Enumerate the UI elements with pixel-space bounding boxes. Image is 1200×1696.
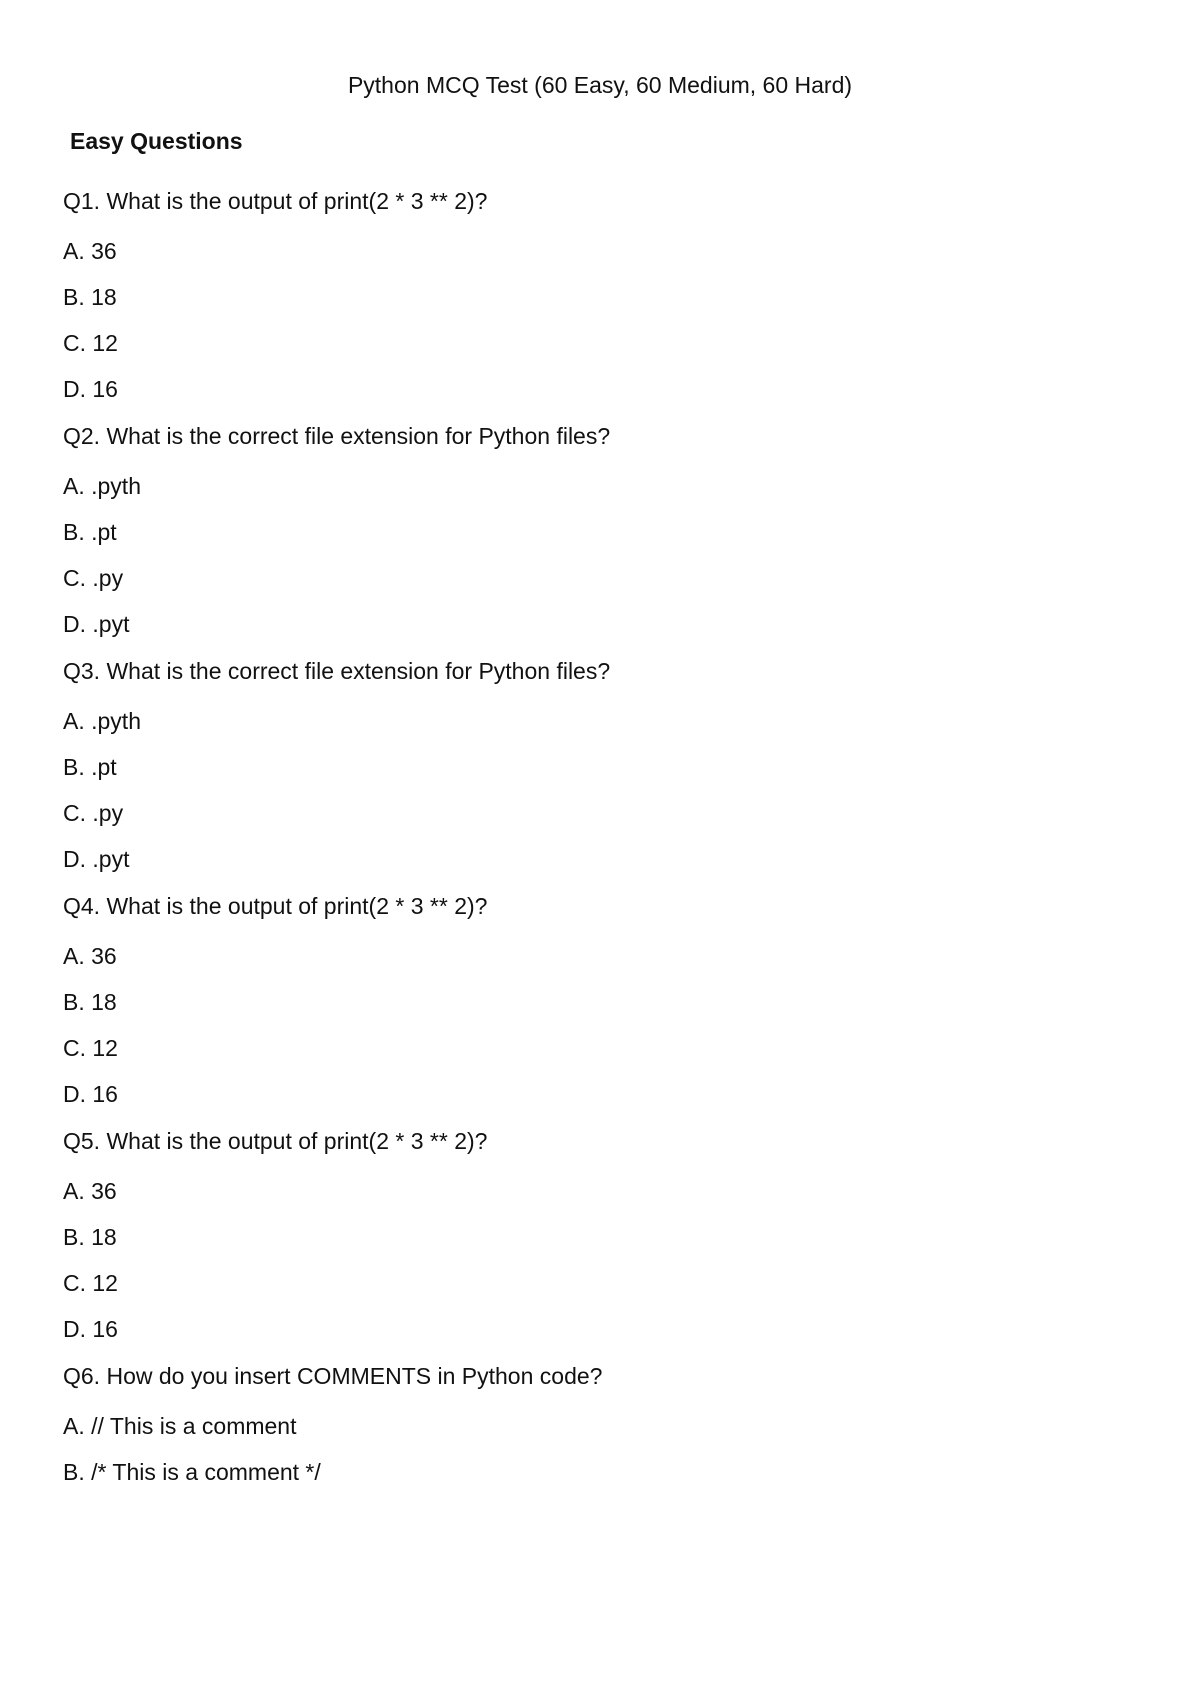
section-heading-easy: Easy Questions (70, 128, 243, 154)
answer-option: D. 16 (63, 376, 118, 402)
answer-option: C. .py (63, 800, 124, 826)
answer-option: A. 36 (63, 238, 117, 264)
question-text: Q5. What is the output of print(2 * 3 ** 2)? (63, 1128, 488, 1154)
question-block-3 (63, 656, 1143, 874)
question-text: Q4. What is the output of print(2 * 3 ** 2)? (63, 893, 488, 919)
question-block-5 (63, 1126, 1143, 1344)
question-text: Q3. What is the correct file extension for Python files? (63, 658, 611, 684)
question-text: Q6. How do you insert COMMENTS in Python code? (63, 1363, 603, 1389)
answer-option: A. // This is a comment (63, 1413, 297, 1439)
answer-option: D. .pyt (63, 846, 130, 872)
answer-option: B. 18 (63, 1224, 117, 1250)
question-block-4 (63, 891, 1143, 1109)
answer-option: B. .pt (63, 519, 117, 545)
answer-option: C. 12 (63, 1035, 118, 1061)
answer-option: C. 12 (63, 330, 118, 356)
answer-option: C. 12 (63, 1270, 118, 1296)
question-block-1 (63, 186, 1143, 404)
answer-option: D. 16 (63, 1081, 118, 1107)
question-text: Q2. What is the correct file extension for Python files? (63, 423, 611, 449)
question-block-6 (63, 1361, 1143, 1487)
question-text: Q1. What is the output of print(2 * 3 ** 2)? (63, 188, 488, 214)
answer-option: C. .py (63, 565, 124, 591)
answer-option: A. .pyth (63, 473, 141, 499)
answer-option: D. 16 (63, 1316, 118, 1342)
document-title: Python MCQ Test (60 Easy, 60 Medium, 60 Hard) (347, 72, 853, 98)
answer-option: B. 18 (63, 284, 117, 310)
answer-option: B. /* This is a comment */ (63, 1459, 321, 1485)
answer-option: B. 18 (63, 989, 117, 1015)
answer-option: B. .pt (63, 754, 117, 780)
answer-option: D. .pyt (63, 611, 130, 637)
answer-option: A. 36 (63, 943, 117, 969)
question-list (63, 186, 1143, 1504)
question-block-2 (63, 421, 1143, 639)
answer-option: A. 36 (63, 1178, 117, 1204)
answer-option: A. .pyth (63, 708, 141, 734)
